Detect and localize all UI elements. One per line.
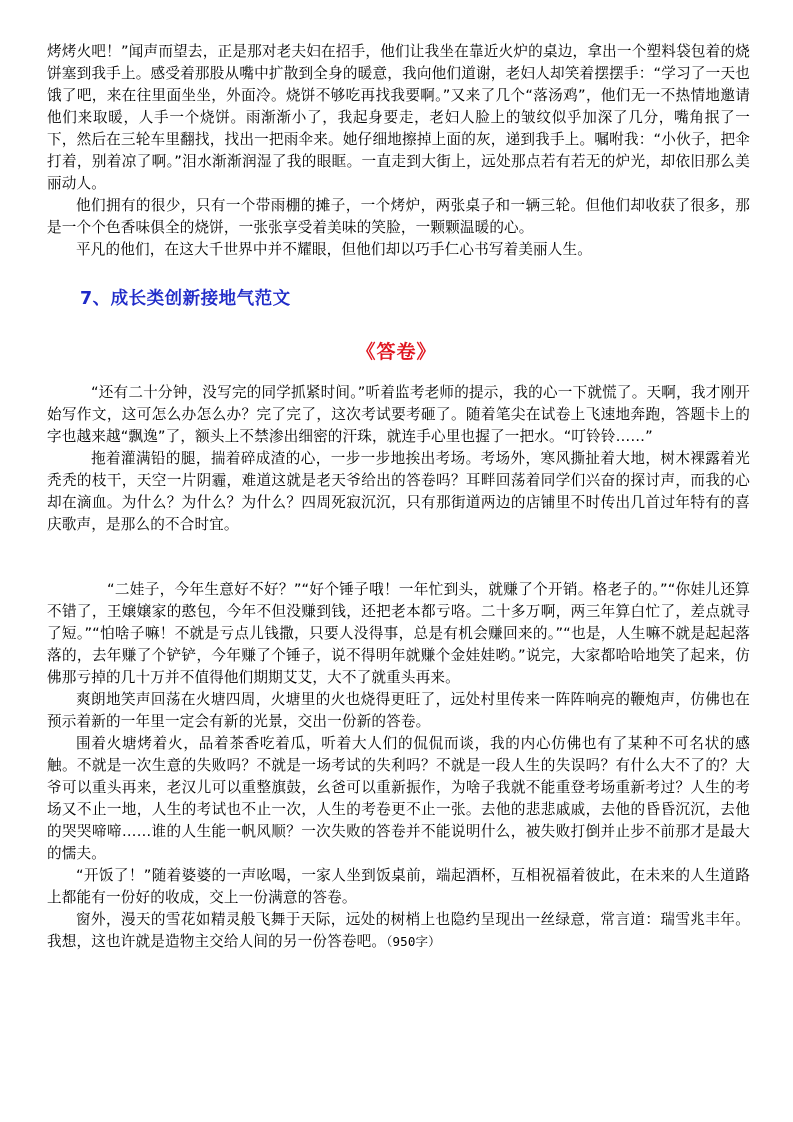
word-count: （950字）	[386, 934, 441, 949]
paragraph	[47, 909, 750, 953]
essay-title: 《答卷》	[356, 341, 437, 363]
previous-essay-ending	[47, 41, 750, 261]
paragraph: 他们拥有的很少，只有一个带雨棚的摊子，一个烤炉，两张桌子和一辆三轮。但他们却收获了很多，那是一个个色香味俱全的烧饼，一张张享受着美味的笑脸，一颗颗温暖的心。	[47, 197, 750, 236]
paragraph-text: 窗外，漫天的雪花如精灵般飞舞于天际，远处的树梢上也隐约呈现出一丝绿意，常言道：瑞雪兆丰年。我想，这也许就是造物主交给人间的另一份答卷吧。	[47, 911, 750, 950]
paragraph: “二娃子，今年生意好不好？”“好个锤子哦！一年忙到头，就赚了个开销。格老子的。”“你娃儿还算不错了，王嬢嬢家的憨包，今年不但没赚到钱，还把老本都亏咯。二十多万啊，两三年算白忙了，差点就寻了短。”“怕啥子嘛！不就是亏点儿钱撒，只要人没得事，总是有机会赚回来的。”“也是，人生嘛不就是起起落落的，去年赚了个铲铲，今年赚了个锤子，说不得明年就赚个金娃娃哟。”说完，大家都哈哈地笑了起来，仿佛那亏掉的几十万并不值得他们期期艾艾，大不了就重头再来。	[47, 581, 750, 686]
section-heading: 7、成长类创新接地气范文	[80, 289, 291, 309]
essay-body-part-1	[47, 382, 750, 536]
paragraph: 烤烤火吧！”闻声而望去，正是那对老夫妇在招手，他们让我坐在靠近火炉的桌边，拿出一个塑料袋包着的烧饼塞到我手上。感受着那股从嘴中扩散到全身的暖意，我向他们道谢，老妇人却笑着摆摆手：“学习了一天也饿了吧，来在往里面坐坐，外面冷。烧饼不够吃再找我要啊。”又来了几个“落汤鸡”，他们无一不热情地邀请他们来取暖，人手一个烧饼。雨渐渐小了，我起身要走，老妇人脸上的皱纹似乎加深了几分，嘴角抿了一下，然后在三轮车里翻找，找出一把雨伞来。她仔细地擦掉上面的灰，递到我手上。嘱咐我：“小伙子，把伞打着，别着凉了啊。”泪水渐渐润湿了我的眼眶。一直走到大街上，远处那点若有若无的炉光，却依旧那么美丽动人。	[47, 43, 750, 192]
paragraph: “开饭了！”随着婆婆的一声吆喝，一家人坐到饭桌前，端起酒杯，互相祝福着彼此，在未来的人生道路上都能有一份好的收成，交上一份满意的答卷。	[47, 867, 750, 906]
paragraph: 围着火塘烤着火，品着茶香吃着瓜，听着大人们的侃侃而谈，我的内心仿佛也有了某种不可名状的感触。不就是一次生意的失败吗？不就是一场考试的失利吗？不就是一段人生的失误吗？有什么大不了的？大爷可以重头再来，老汉儿可以重整旗鼓，幺爸可以重新振作，为啥子我就不能重登考场重新考过？人生的考场又不止一地，人生的考试也不止一次，人生的考卷更不止一张。去他的悲悲戚戚，去他的昏昏沉沉，去他的哭哭啼啼……谁的人生能一帆风顺？一次失败的答卷并不能说明什么，被失败打倒并止步不前那才是最大的懦夫。	[47, 735, 750, 862]
paragraph: 平凡的他们，在这大千世界中并不耀眼，但他们却以巧手仁心书写着美丽人生。	[76, 241, 593, 258]
paragraph: 拖着灌满铅的腿，揣着碎成渣的心，一步一步地挨出考场。考场外，寒风撕扯着大地，树木裸露着光秃秃的枝干，天空一片阴霾，难道这就是老天爷给出的答卷吗？耳畔回荡着同学们兴奋的探讨声，而我的心却在滴血。为什么？为什么？为什么？四周死寂沉沉，只有那街道两边的店铺里不时传出几首过年特有的喜庆歌声，是那么的不合时宜。	[47, 450, 750, 533]
paragraph: “还有二十分钟，没写完的同学抓紧时间。”听着监考老师的提示，我的心一下就慌了。天啊，我才刚开始写作文，这可怎么办怎么办？完了完了，这次考试要考砸了。随着笔尖在试卷上飞速地奔跑，答题卡上的字也越来越“飘逸”了，额头上不禁渗出细密的汗珠，就连手心里也握了一把水。“叮铃铃……”	[47, 384, 750, 445]
essay-body-part-2	[47, 579, 750, 953]
paragraph: 爽朗地笑声回荡在火塘四周，火塘里的火也烧得更旺了，远处村里传来一阵阵响亮的鞭炮声，仿佛也在预示着新的一年里一定会有新的光景，交出一份新的答卷。	[47, 691, 750, 730]
